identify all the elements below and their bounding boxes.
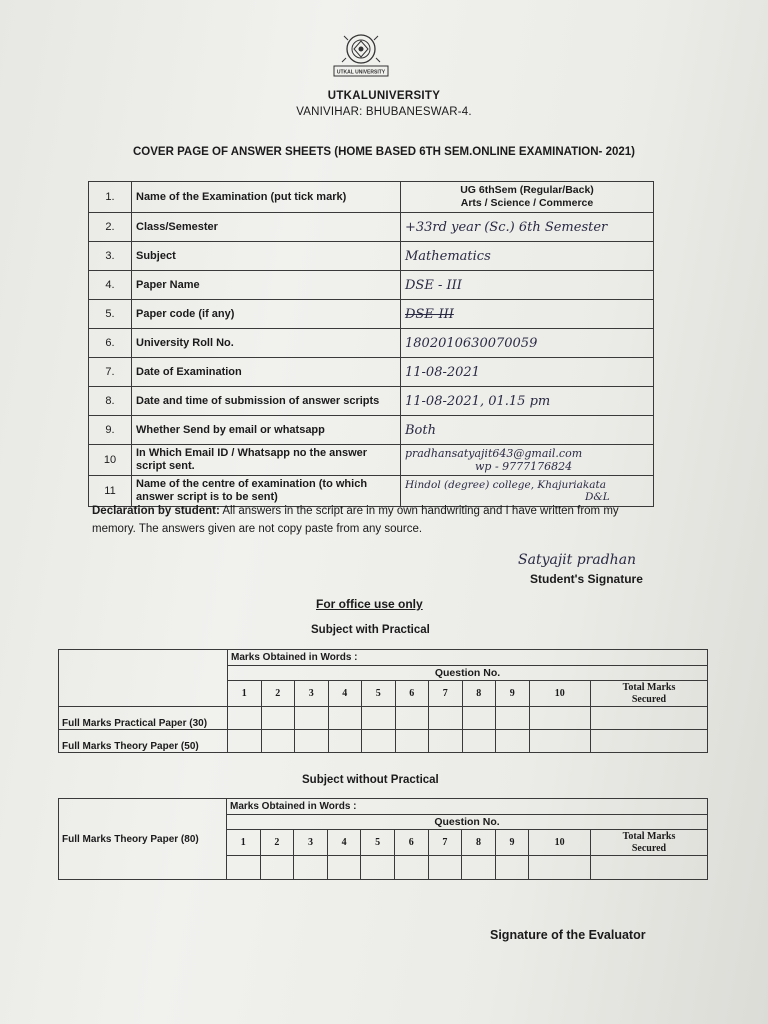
roll-number-value: 1802010630070059 [401, 329, 654, 358]
row-label: Class/Semester [132, 213, 401, 242]
mark-cell[interactable] [260, 856, 294, 880]
total-marks-header [591, 681, 708, 707]
row-label: Date of Examination [132, 358, 401, 387]
marks-table-without-practical [58, 798, 708, 880]
mark-cell[interactable] [462, 707, 496, 730]
email-value: pradhansatyajit643@gmail.com [405, 447, 583, 460]
row-number: 5. [89, 300, 132, 329]
theory-paper-label: Full Marks Theory Paper (50) [59, 730, 228, 753]
page-title: COVER PAGE OF ANSWER SHEETS (HOME BASED 6TH SEM.ONLINE EXAMINATION- 2021) [132, 146, 635, 158]
table-row [89, 445, 654, 476]
table-row [59, 730, 708, 753]
mark-cell[interactable] [362, 730, 396, 753]
table-row [89, 358, 654, 387]
question-header: 10 [529, 830, 591, 856]
question-header: 3 [295, 681, 329, 707]
mark-cell[interactable] [395, 707, 429, 730]
table-row [59, 650, 708, 666]
question-header: 2 [261, 681, 295, 707]
mark-cell[interactable] [361, 856, 395, 880]
mark-cell[interactable] [529, 730, 591, 753]
table-row [59, 707, 708, 730]
mark-cell[interactable] [462, 730, 496, 753]
mark-cell[interactable] [328, 730, 362, 753]
table-row [89, 329, 654, 358]
total-marks-header [591, 830, 708, 856]
student-declaration [92, 502, 662, 538]
question-header: 4 [328, 681, 362, 707]
table-row [89, 213, 654, 242]
row-label: Date and time of submission of answer scripts [132, 387, 401, 416]
table-row [89, 416, 654, 445]
row-number: 9. [89, 416, 132, 445]
declaration-lead: Declaration by student: [92, 505, 220, 517]
marks-table-with-practical [58, 649, 708, 753]
question-header: 8 [462, 681, 496, 707]
row-number: 10 [89, 445, 132, 476]
total-cell[interactable] [591, 707, 708, 730]
row-number: 4. [89, 271, 132, 300]
blank-cell [59, 650, 228, 707]
table-row [89, 242, 654, 271]
total-cell[interactable] [591, 730, 708, 753]
row-label: Paper code (if any) [132, 300, 401, 329]
question-header: 9 [495, 830, 529, 856]
total-marks-line2: Secured [631, 842, 667, 854]
practical-paper-label: Full Marks Practical Paper (30) [59, 707, 228, 730]
centre-line2: D&L [585, 491, 610, 503]
university-emblem-icon [332, 32, 390, 78]
mark-cell[interactable] [295, 707, 329, 730]
table-row [59, 799, 708, 815]
row-label: University Roll No. [132, 329, 401, 358]
question-header: 9 [496, 681, 530, 707]
university-address: VANIVIHAR: BHUBANESWAR-4. [296, 106, 472, 118]
exam-details-table [88, 181, 654, 507]
mark-cell[interactable] [429, 707, 463, 730]
mark-cell[interactable] [261, 730, 295, 753]
row-number: 1. [89, 182, 132, 213]
mark-cell[interactable] [227, 856, 261, 880]
theory80-paper-label: Full Marks Theory Paper (80) [59, 799, 227, 880]
question-header: 10 [529, 681, 591, 707]
subject-value: Mathematics [401, 242, 654, 271]
mark-cell[interactable] [462, 856, 496, 880]
class-semester-value: +33rd year (Sc.) 6th Semester [401, 213, 654, 242]
mark-cell[interactable] [328, 707, 362, 730]
subject-without-practical-heading: Subject without Practical [302, 774, 439, 786]
row-number: 11 [89, 476, 132, 507]
row-label: Whether Send by email or whatsapp [132, 416, 401, 445]
question-header: 8 [462, 830, 496, 856]
mark-cell[interactable] [495, 856, 529, 880]
question-header: 7 [429, 681, 463, 707]
table-row [89, 387, 654, 416]
office-use-heading: For office use only [316, 597, 423, 611]
row-label: Subject [132, 242, 401, 271]
question-header: 3 [294, 830, 328, 856]
row-number: 3. [89, 242, 132, 271]
table-row [89, 300, 654, 329]
centre-line1: Hindol (degree) college, Khajuriakata [405, 479, 607, 491]
total-marks-line2: Secured [631, 693, 667, 705]
mark-cell[interactable] [428, 856, 462, 880]
exam-name-line2: Arts / Science / Commerce [460, 197, 594, 209]
marks-in-words-label: Marks Obtained in Words : [228, 650, 708, 666]
paper-name-value: DSE - III [401, 271, 654, 300]
row-label: In Which Email ID / Whatsapp no the answer script sent. [132, 445, 401, 476]
subject-with-practical-heading: Subject with Practical [311, 624, 430, 636]
row-label: Name of the Examination (put tick mark) [132, 182, 401, 213]
total-marks-line1: Total Marks [622, 830, 676, 842]
row-number: 2. [89, 213, 132, 242]
table-row [89, 271, 654, 300]
question-header: 5 [362, 681, 396, 707]
row-label: Name of the centre of examination (to which answer script is to be sent) [132, 476, 401, 507]
mark-cell[interactable] [429, 730, 463, 753]
university-name: UTKALUNIVERSITY [327, 90, 441, 102]
mark-cell[interactable] [295, 730, 329, 753]
declaration-text: All answers in the script are in my own handwriting and I have written from my memory. The answers given are not copy paste from any source. [92, 505, 619, 535]
mark-cell[interactable] [496, 730, 530, 753]
exam-date-value: 11-08-2021 [401, 358, 654, 387]
question-header: 6 [394, 830, 428, 856]
mark-cell[interactable] [362, 707, 396, 730]
mark-cell[interactable] [496, 707, 530, 730]
contact-value [401, 445, 654, 476]
exam-name-line1: UG 6thSem (Regular/Back) [460, 184, 594, 196]
question-header: 7 [428, 830, 462, 856]
question-header: 1 [227, 830, 261, 856]
question-header: 1 [228, 681, 262, 707]
question-no-label: Question No. [227, 815, 708, 830]
question-header: 6 [395, 681, 429, 707]
total-marks-line1: Total Marks [622, 681, 676, 693]
mark-cell[interactable] [529, 856, 591, 880]
paper-code-value: DSE-III [401, 300, 654, 329]
evaluator-signature-label: Signature of the Evaluator [490, 928, 646, 942]
submission-time-value: 11-08-2021, 01.15 pm [401, 387, 654, 416]
marks-in-words-label: Marks Obtained in Words : [227, 799, 708, 815]
question-header: 5 [361, 830, 395, 856]
question-header: 2 [260, 830, 294, 856]
row-label: Paper Name [132, 271, 401, 300]
table-row [89, 182, 654, 213]
student-signature-handwritten: Satyajit pradhan [518, 552, 637, 568]
row-number: 6. [89, 329, 132, 358]
send-method-value: Both [401, 416, 654, 445]
mark-cell[interactable] [228, 730, 262, 753]
question-header: 4 [327, 830, 361, 856]
row-number: 8. [89, 387, 132, 416]
mark-cell[interactable] [327, 856, 361, 880]
mark-cell[interactable] [395, 730, 429, 753]
mark-cell[interactable] [394, 856, 428, 880]
total-cell[interactable] [591, 856, 708, 880]
row-number: 7. [89, 358, 132, 387]
logo-text: UTKAL UNIVERSITY [336, 69, 386, 76]
student-signature-label: Student's Signature [530, 572, 643, 586]
question-no-label: Question No. [228, 666, 708, 681]
mark-cell[interactable] [228, 707, 262, 730]
mark-cell[interactable] [294, 856, 328, 880]
mark-cell[interactable] [529, 707, 591, 730]
mark-cell[interactable] [261, 707, 295, 730]
whatsapp-value: wp - 9777176824 [475, 460, 573, 473]
exam-name-value [401, 182, 654, 213]
